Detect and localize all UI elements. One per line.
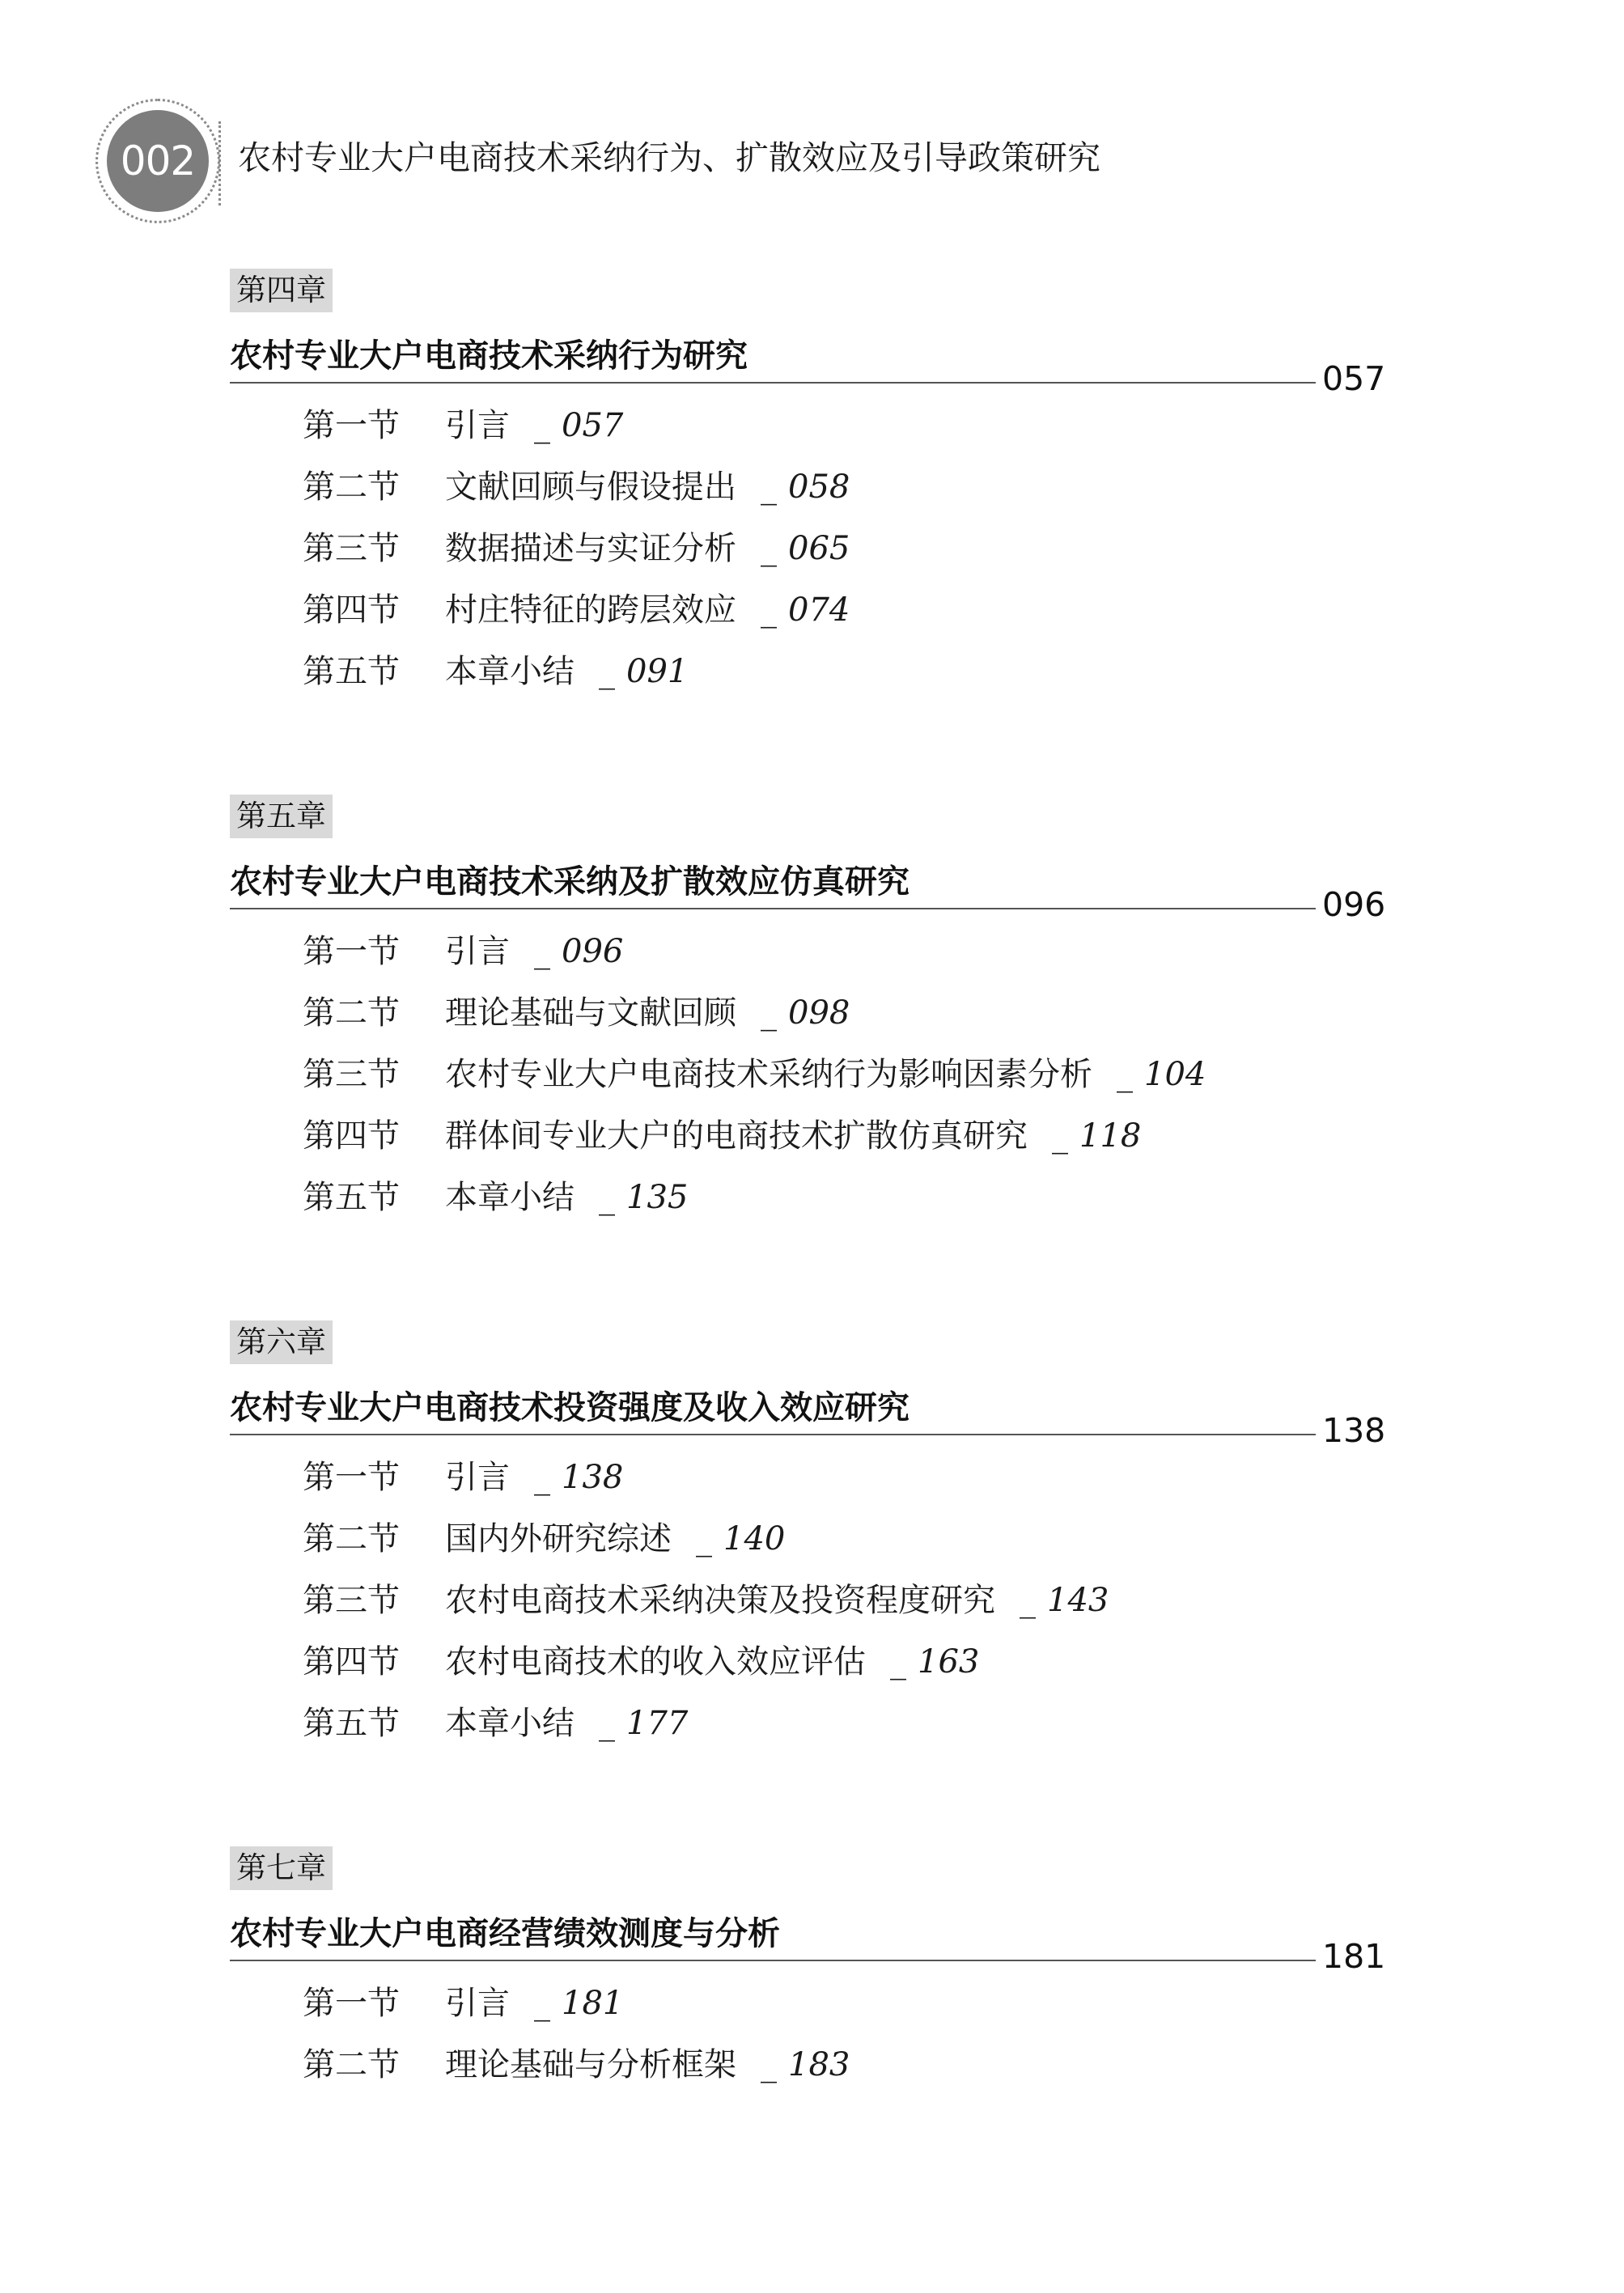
section-number: 第三节 <box>303 530 400 567</box>
toc-entry[interactable] <box>303 2042 850 2104</box>
section-list <box>303 1455 1109 1762</box>
section-number: 第五节 <box>303 1705 400 1742</box>
section-number: 第三节 <box>303 1582 400 1619</box>
section-title: 国内外研究综述 <box>445 1520 672 1558</box>
toc-entry[interactable] <box>303 1455 1109 1516</box>
toc-entry[interactable] <box>303 649 850 710</box>
section-number: 第二节 <box>303 994 400 1032</box>
chapter-rule <box>230 1960 1316 1961</box>
section-list <box>303 929 1206 1236</box>
leader-separator: _ <box>890 1643 906 1681</box>
section-number: 第二节 <box>303 468 400 506</box>
chapter-page-number: 096 <box>1322 885 1386 924</box>
section-number: 第四节 <box>303 1643 400 1681</box>
section-list <box>303 403 850 710</box>
section-title: 农村电商技术的收入效应评估 <box>445 1643 866 1681</box>
chapter-label: 第四章 <box>230 269 333 312</box>
section-page-number: 183 <box>788 2046 850 2083</box>
chapter-block <box>230 1846 1395 2083</box>
toc-entry[interactable] <box>303 587 850 649</box>
chapter-page-number: 057 <box>1322 359 1386 398</box>
section-number: 第五节 <box>303 653 400 690</box>
chapter-title[interactable]: 农村专业大户电商技术采纳及扩散效应仿真研究 <box>230 863 910 901</box>
section-number: 第四节 <box>303 591 400 629</box>
section-title: 群体间专业大户的电商技术扩散仿真研究 <box>445 1117 1028 1155</box>
leader-separator: _ <box>761 994 777 1032</box>
leader-separator: _ <box>599 653 615 690</box>
section-page-number: 104 <box>1144 1056 1206 1093</box>
chapter-block <box>230 795 1395 1216</box>
section-title: 农村专业大户电商技术采纳行为影响因素分析 <box>445 1056 1092 1093</box>
chapter-title[interactable]: 农村专业大户电商经营绩效测度与分析 <box>230 1915 780 1952</box>
section-number: 第一节 <box>303 1459 400 1496</box>
toc-entry[interactable] <box>303 929 1206 990</box>
leader-separator: _ <box>534 933 550 970</box>
header-divider <box>218 121 221 206</box>
section-number: 第二节 <box>303 2046 400 2083</box>
section-page-number: 138 <box>562 1459 624 1496</box>
section-number: 第一节 <box>303 1985 400 2022</box>
toc-entry[interactable] <box>303 1981 850 2042</box>
section-page-number: 135 <box>626 1179 689 1216</box>
toc-entry[interactable] <box>303 1639 1109 1701</box>
section-page-number: 140 <box>723 1520 786 1558</box>
toc-entry[interactable] <box>303 1701 1109 1762</box>
toc-entry[interactable] <box>303 1516 1109 1578</box>
toc-entry[interactable] <box>303 1578 1109 1639</box>
section-page-number: 057 <box>562 407 624 444</box>
chapter-title[interactable]: 农村专业大户电商技术采纳行为研究 <box>230 337 748 375</box>
section-page-number: 118 <box>1079 1117 1142 1155</box>
section-title: 村庄特征的跨层效应 <box>445 591 736 629</box>
section-title: 引言 <box>445 933 510 970</box>
leader-separator: _ <box>761 2046 777 2083</box>
section-page-number: 091 <box>626 653 689 690</box>
chapter-page-number: 138 <box>1322 1411 1386 1450</box>
leader-separator: _ <box>761 468 777 506</box>
leader-separator: _ <box>599 1705 615 1742</box>
chapter-rule <box>230 382 1316 384</box>
toc-entry[interactable] <box>303 526 850 587</box>
section-page-number: 143 <box>1047 1582 1109 1619</box>
leader-separator: _ <box>534 1459 550 1496</box>
leader-separator: _ <box>1052 1117 1068 1155</box>
section-number: 第一节 <box>303 933 400 970</box>
chapter-block <box>230 269 1395 690</box>
section-number: 第五节 <box>303 1179 400 1216</box>
section-page-number: 163 <box>918 1643 980 1681</box>
section-page-number: 181 <box>562 1985 624 2022</box>
section-page-number: 074 <box>788 591 850 629</box>
section-title: 理论基础与文献回顾 <box>445 994 736 1032</box>
section-page-number: 096 <box>562 933 624 970</box>
toc-entry[interactable] <box>303 464 850 526</box>
chapter-label: 第六章 <box>230 1320 333 1364</box>
leader-separator: _ <box>1020 1582 1036 1619</box>
section-number: 第三节 <box>303 1056 400 1093</box>
toc-entry[interactable] <box>303 403 850 464</box>
toc-entry[interactable] <box>303 990 1206 1052</box>
chapter-title[interactable]: 农村专业大户电商技术投资强度及收入效应研究 <box>230 1389 910 1426</box>
chapter-rule <box>230 908 1316 909</box>
section-page-number: 065 <box>788 530 850 567</box>
leader-separator: _ <box>761 591 777 629</box>
leader-separator: _ <box>1117 1056 1133 1093</box>
section-number: 第四节 <box>303 1117 400 1155</box>
section-title: 农村电商技术采纳决策及投资程度研究 <box>445 1582 995 1619</box>
section-title: 数据描述与实证分析 <box>445 530 736 567</box>
section-title: 本章小结 <box>445 1705 575 1742</box>
book-title: 农村专业大户电商技术采纳行为、扩散效应及引导政策研究 <box>238 138 1100 177</box>
leader-separator: _ <box>761 530 777 567</box>
chapter-label: 第七章 <box>230 1846 333 1890</box>
page-number-badge: 002 <box>107 110 209 212</box>
section-title: 引言 <box>445 1459 510 1496</box>
section-page-number: 177 <box>626 1705 689 1742</box>
section-list <box>303 1981 850 2104</box>
chapter-rule <box>230 1434 1316 1435</box>
chapter-block <box>230 1320 1395 1742</box>
leader-separator: _ <box>534 407 550 444</box>
leader-separator: _ <box>696 1520 712 1558</box>
chapter-page-number: 181 <box>1322 1937 1386 1976</box>
section-title: 文献回顾与假设提出 <box>445 468 736 506</box>
leader-separator: _ <box>534 1985 550 2022</box>
chapter-label: 第五章 <box>230 795 333 838</box>
section-title: 引言 <box>445 407 510 444</box>
section-title: 本章小结 <box>445 1179 575 1216</box>
page-header <box>95 95 1390 225</box>
section-title: 引言 <box>445 1985 510 2022</box>
toc-entry[interactable] <box>303 1052 1206 1113</box>
section-page-number: 098 <box>788 994 850 1032</box>
section-number: 第二节 <box>303 1520 400 1558</box>
toc-entry[interactable] <box>303 1175 1206 1236</box>
section-title: 理论基础与分析框架 <box>445 2046 736 2083</box>
leader-separator: _ <box>599 1179 615 1216</box>
section-number: 第一节 <box>303 407 400 444</box>
section-page-number: 058 <box>788 468 850 506</box>
section-title: 本章小结 <box>445 653 575 690</box>
toc-entry[interactable] <box>303 1113 1206 1175</box>
